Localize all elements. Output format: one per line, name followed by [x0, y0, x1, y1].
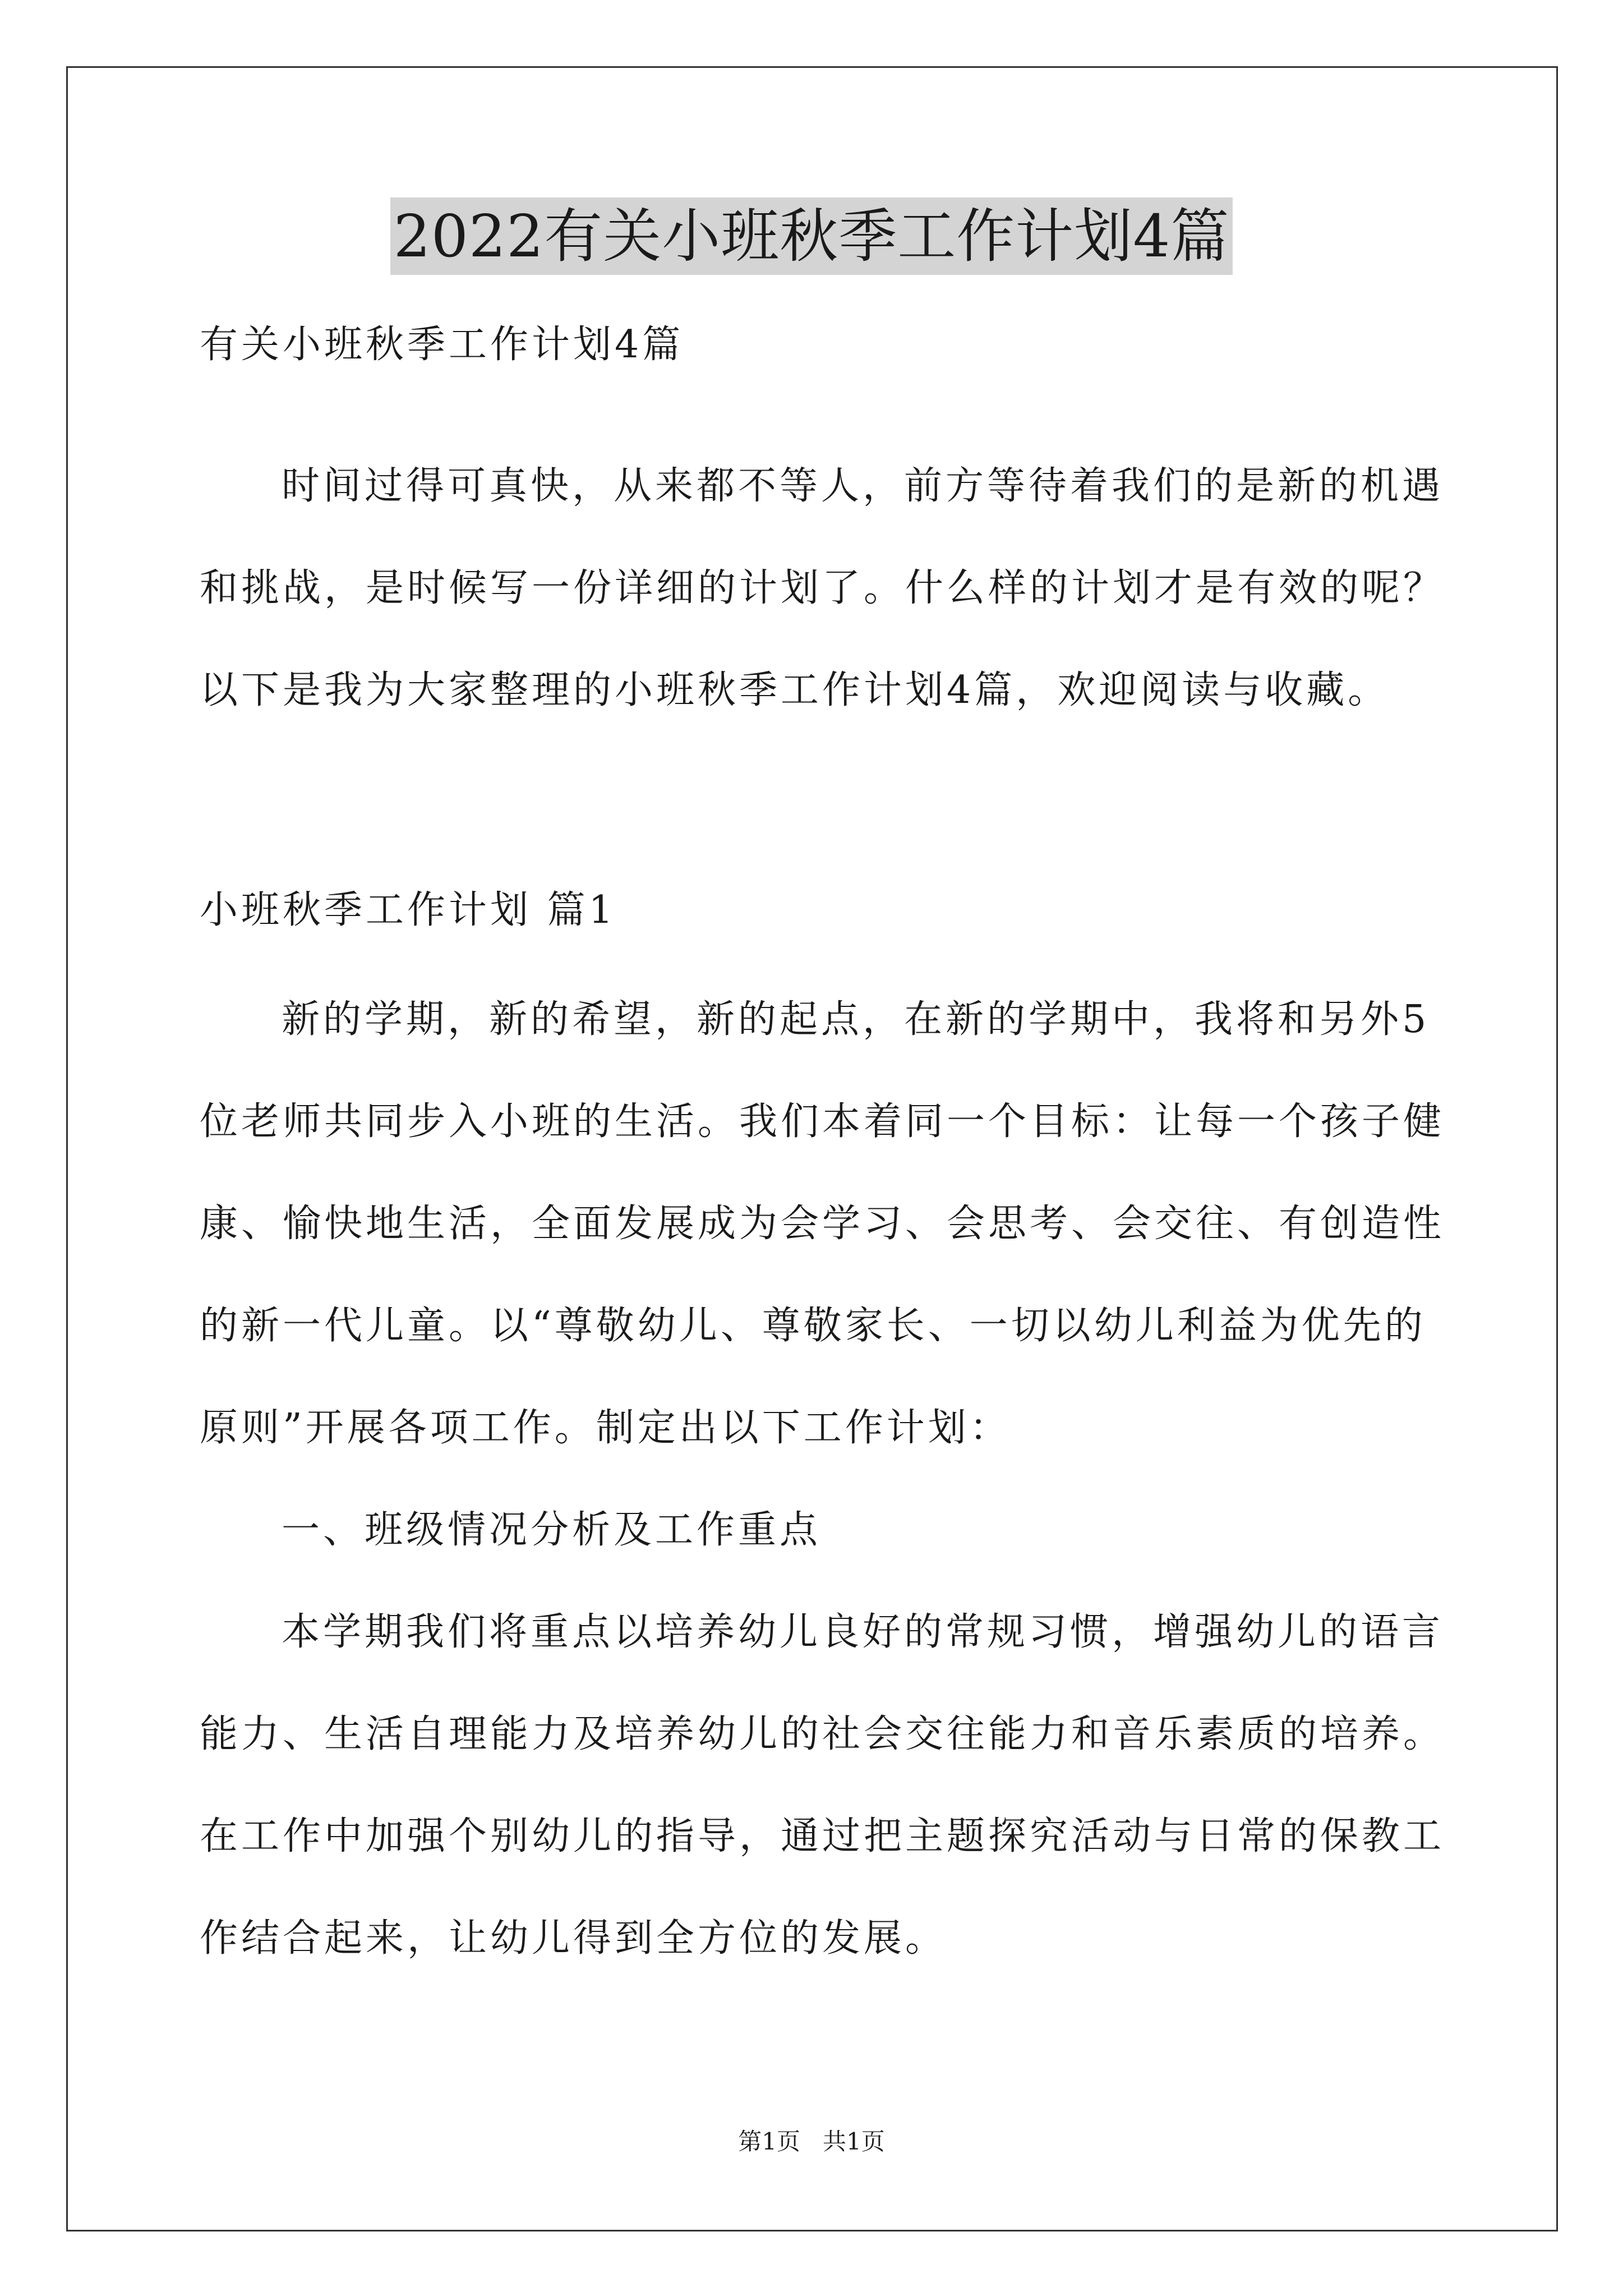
paragraph-line: 时间过得可真快，从来都不等人，前方等待着我们的是新的机遇: [282, 464, 1444, 508]
paragraph-line: 本学期我们将重点以培养幼儿良好的常规习惯，增强幼儿的语言: [282, 1610, 1444, 1654]
paragraph-line: 能力、生活自理能力及培养幼儿的社会交往能力和音乐素质的培养。: [200, 1712, 1445, 1756]
paragraph-line: 康、愉快地生活，全面发展成为会学习、会思考、会交往、有创造性: [200, 1202, 1445, 1246]
paragraph-line: 作结合起来，让幼儿得到全方位的发展。: [200, 1916, 947, 1961]
paragraph-line: 和挑战，是时候写一份详细的计划了。什么样的计划才是有效的呢？: [200, 566, 1445, 610]
paragraph-line: 原则”开展各项工作。制定出以下工作计划：: [200, 1406, 1011, 1450]
paragraph-line: 位老师共同步入小班的生活。我们本着同一个目标：让每一个孩子健: [200, 1099, 1445, 1144]
subtitle: 有关小班秋季工作计划4篇: [200, 323, 684, 367]
document-title-text: 2022有关小班秋季工作计划4篇: [390, 197, 1233, 275]
subsection-heading: 一、班级情况分析及工作重点: [282, 1508, 822, 1552]
paragraph-line: 的新一代儿童。以“尊敬幼儿、尊敬家长、一切以幼儿利益为优先的: [200, 1304, 1426, 1348]
document-title: [0, 197, 1623, 275]
paragraph-line: 在工作中加强个别幼儿的指导，通过把主题探究活动与日常的保教工: [200, 1814, 1445, 1858]
paragraph-line: 新的学期，新的希望，新的起点，在新的学期中，我将和另外5: [282, 997, 1430, 1042]
page-border: [66, 66, 1558, 2231]
paragraph-line: 以下是我为大家整理的小班秋季工作计划4篇，欢迎阅读与收藏。: [200, 668, 1390, 712]
section-heading: 小班秋季工作计划 篇1: [200, 888, 616, 932]
page-footer: 第1页 共1页: [738, 2128, 885, 2155]
